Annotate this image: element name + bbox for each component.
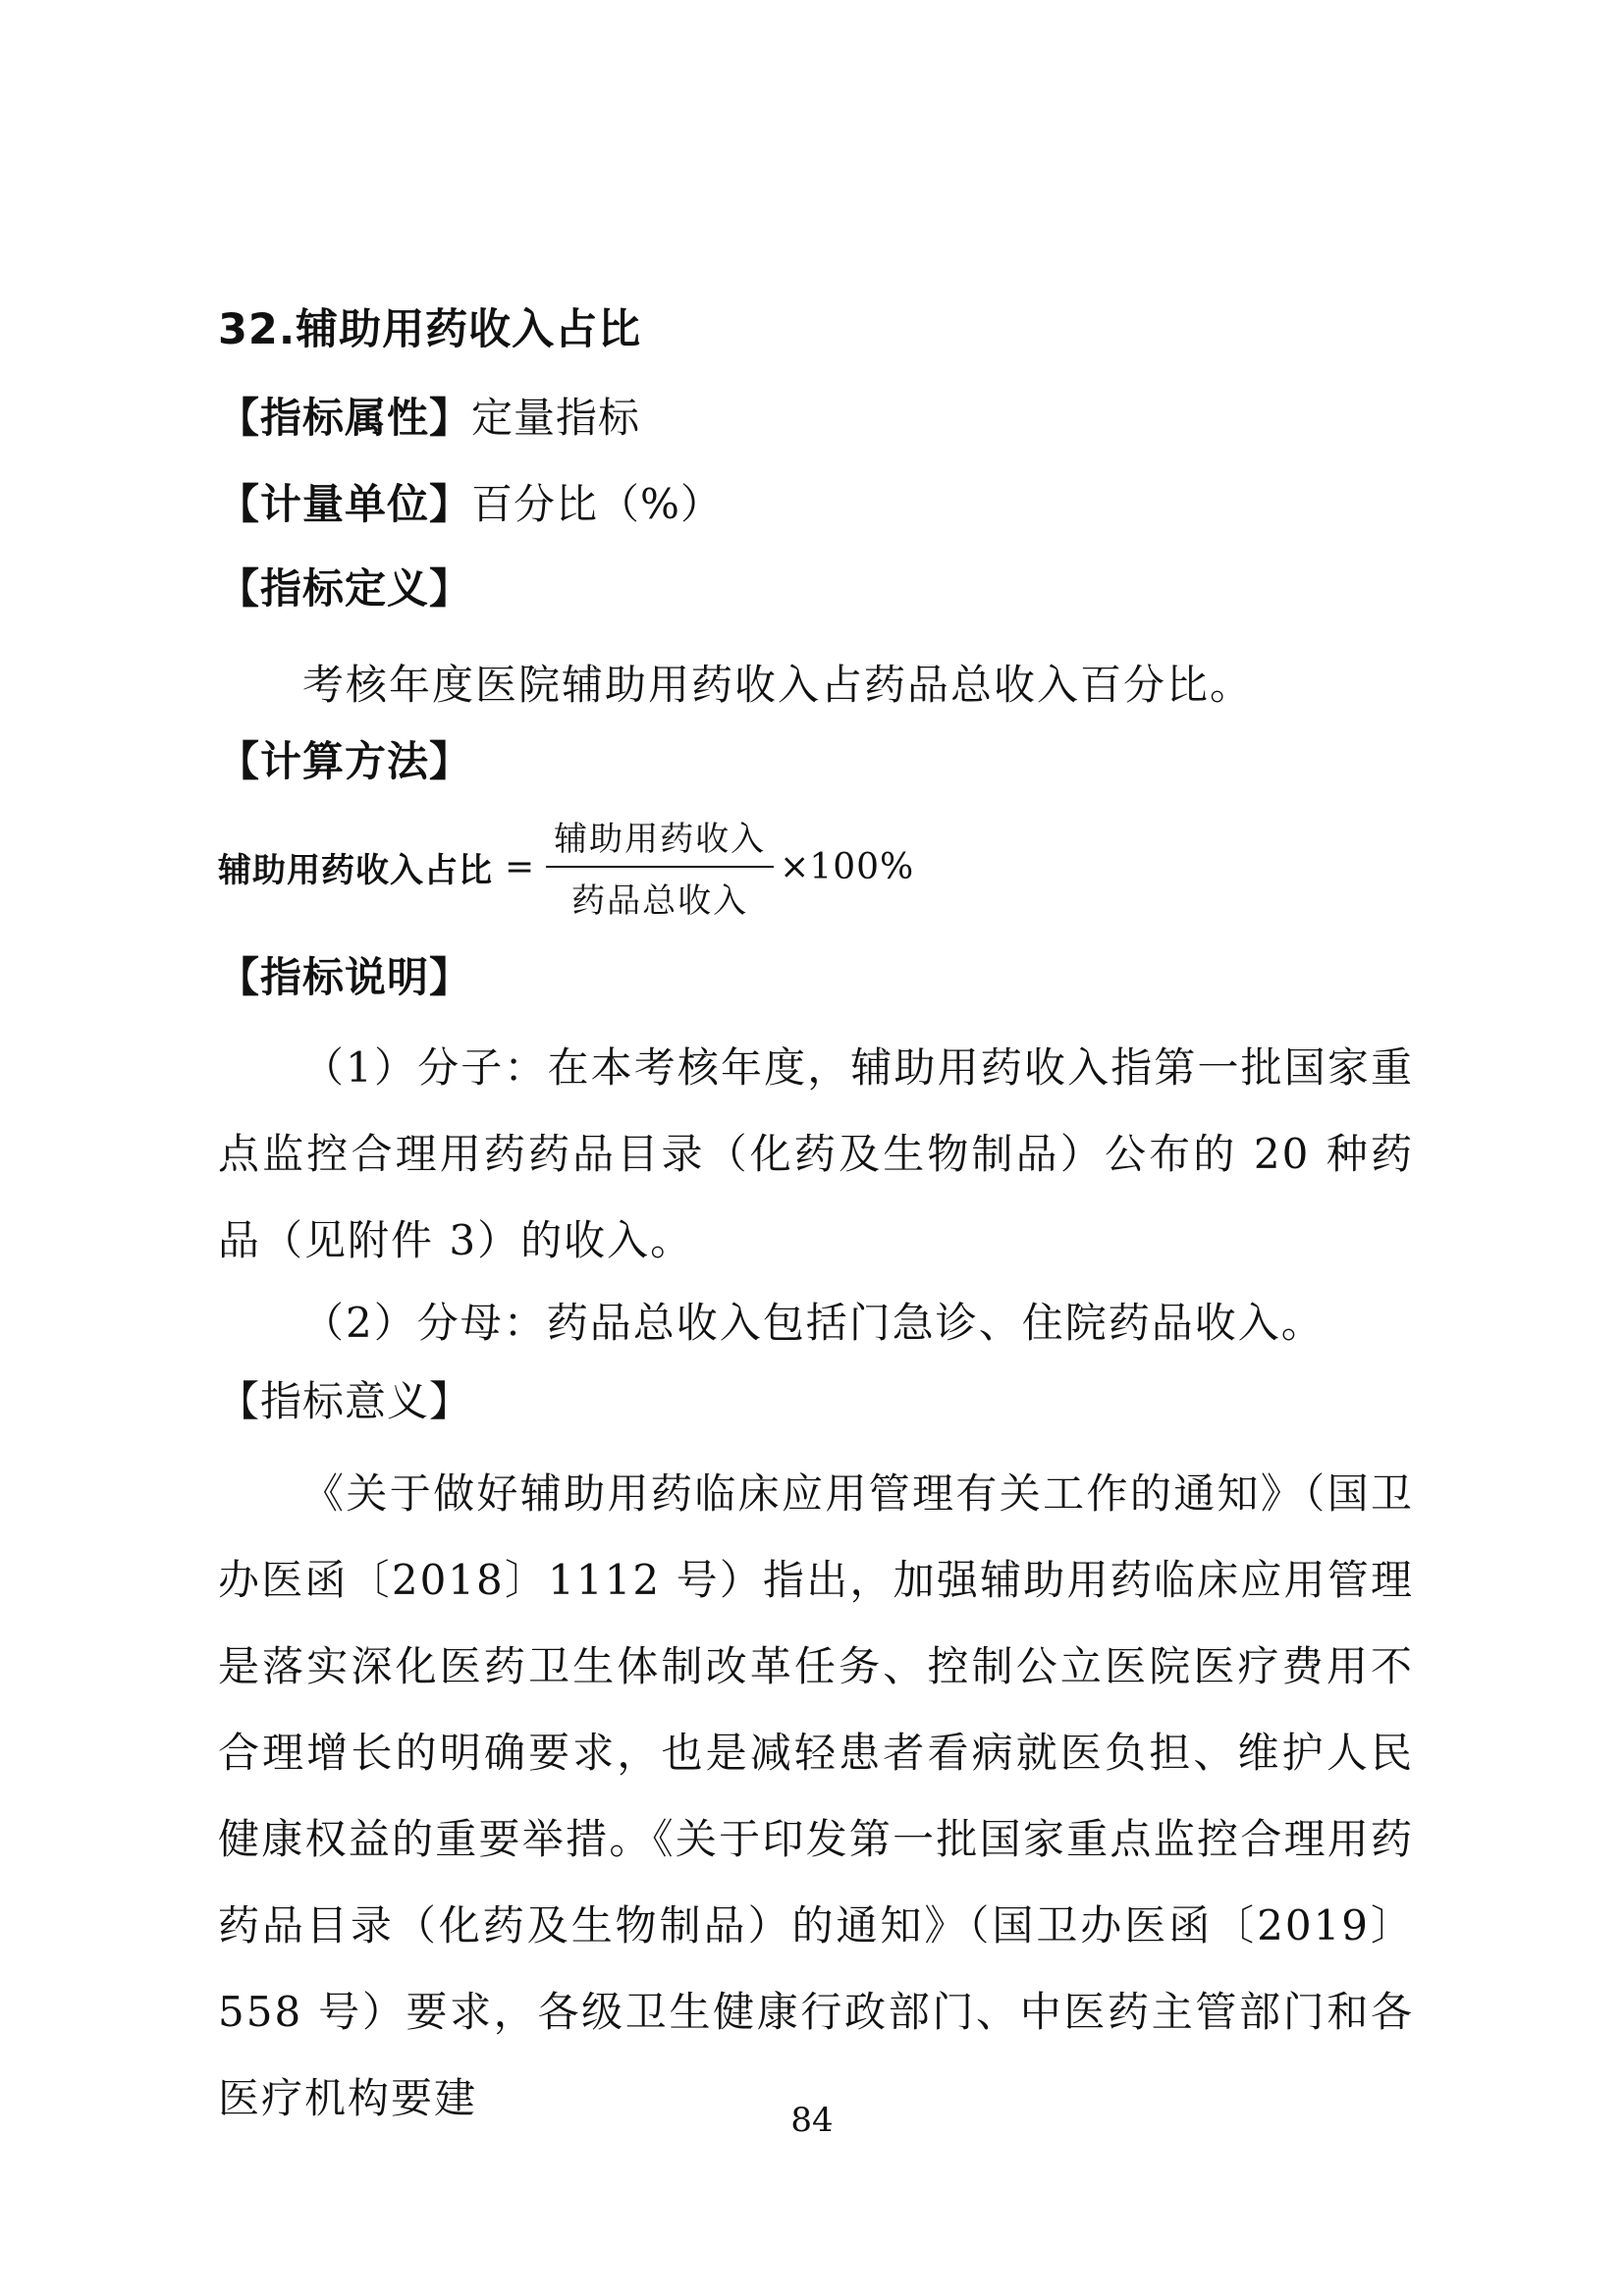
explanation-label: 【指标说明】 [218, 953, 472, 1001]
formula-times: × [780, 846, 810, 887]
formula-numerator: 辅助用药收入 [554, 820, 767, 859]
unit-row [218, 475, 723, 534]
method-label: 【计算方法】 [218, 737, 472, 785]
section-title: 32.辅助用药收入占比 [218, 305, 642, 354]
formula-factor: 100% [809, 846, 915, 887]
unit-value: 百分比（%） [471, 480, 723, 528]
formula-fraction [546, 812, 774, 922]
definition-label: 【指标定义】 [218, 564, 472, 613]
formula-lhs: 辅助用药收入占比 [218, 850, 493, 890]
significance-text: 《关于做好辅助用药临床应用管理有关工作的通知》（国卫办医函〔2018〕1112 号）指出，加强辅助用药临床应用管理是落实深化医药卫生体制改革任务、控制公立医院医疗费用不合理增长的明确要求，也是减轻患者看病就医负担、维护人民健康权益的重要举措。《关于印发第一批国家重点监控合理用药药品目录（化药及生物制品）的通知》（国卫办医函〔2019〕558 号）要求，各级卫生健康行政部门、中医药主管部门和各医疗机构要建 [218, 1469, 1414, 2122]
unit-label: 【计量单位】 [218, 480, 472, 528]
explanation-numerator: （1）分子：在本考核年度，辅助用药收入指第一批国家重点监控合理用药药品目录（化药及生物制品）公布的 20 种药品（见附件 3）的收入。 [218, 1043, 1414, 1264]
attribute-label: 【指标属性】 [218, 394, 472, 442]
page-number: 84 [790, 2101, 834, 2140]
definition-text: 考核年度医院辅助用药收入占药品总收入百分比。 [302, 661, 1254, 709]
significance-label: 【指标意义】 [218, 1377, 472, 1425]
formula-equals: = [505, 846, 535, 887]
attribute-value: 定量指标 [471, 394, 641, 442]
attribute-row [218, 389, 640, 448]
formula-denominator: 药品总收入 [571, 881, 749, 921]
explanation-denominator: （2）分母：药品总收入包括门急诊、住院药品收入。 [302, 1299, 1325, 1347]
formula [218, 803, 914, 931]
